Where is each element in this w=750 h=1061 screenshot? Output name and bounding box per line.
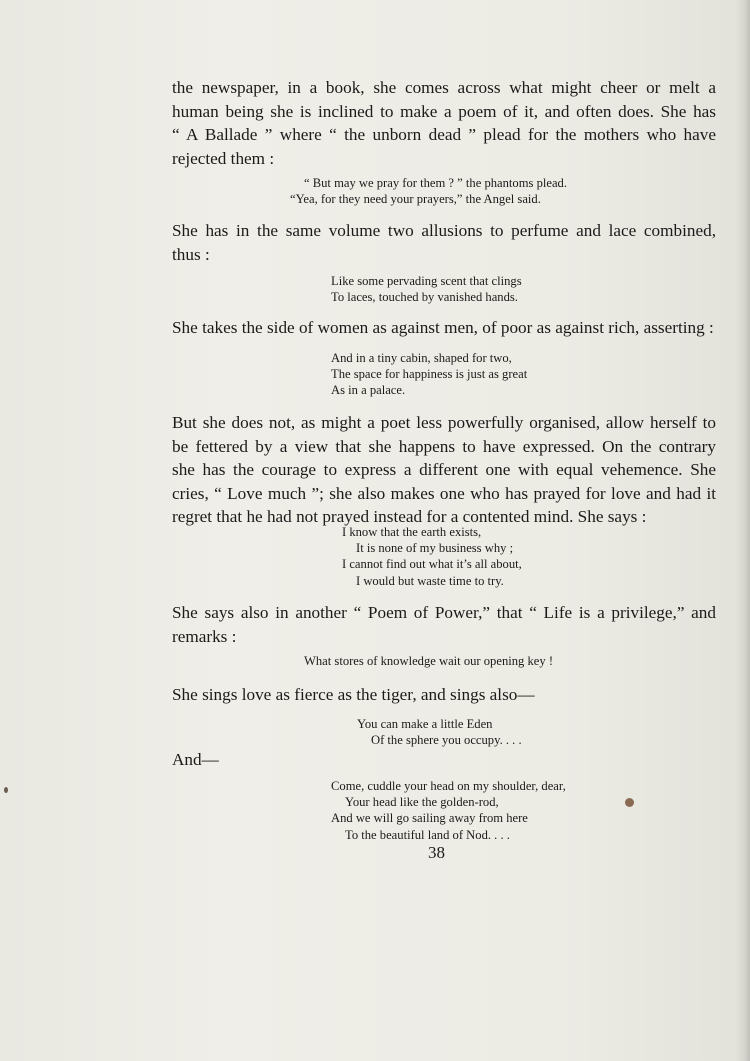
verse-line: It is none of my business why ;	[356, 541, 514, 556]
paragraph-5	[172, 601, 716, 648]
verse-line: I cannot find out what it’s all about,	[342, 557, 522, 572]
paragraph-line: But she does not, as might a poet less powerfully organised, allow herself to	[172, 413, 716, 432]
ink-spot	[4, 787, 8, 793]
paragraph-line: she has the courage to express a different one with equal vehemence. She	[172, 460, 716, 479]
paragraph-line: She sings love as fierce as the tiger, and sings also—	[172, 685, 535, 704]
paragraph-line: thus :	[172, 244, 210, 264]
page-number: 38	[428, 843, 445, 862]
verse-line: You can make a little Eden	[357, 717, 493, 731]
paragraph-7	[172, 748, 716, 772]
paragraph-line: remarks :	[172, 626, 237, 646]
paragraph-line: She has in the same volume two allusions to perfume and lace combined,	[172, 221, 716, 240]
verse-line: To the beautiful land of Nod. . . .	[345, 827, 510, 842]
paragraph-line: cries, “ Love much ”; she also makes one who has prayed for love and had it	[172, 483, 716, 503]
verse-quote-6	[357, 716, 522, 748]
paragraph-line: And—	[172, 750, 219, 769]
verse-line: “Yea, for they need your prayers,” the Angel said.	[290, 192, 541, 207]
paragraph-6	[172, 683, 716, 707]
verse-line: I know that the earth exists,	[342, 525, 482, 539]
verse-line: What stores of knowledge wait our opening key !	[304, 654, 554, 668]
verse-quote-5	[304, 653, 553, 669]
paragraph-line: the newspaper, in a book, she comes across what might cheer or melt a	[172, 78, 716, 97]
verse-line: “ But may we pray for them ? ” the phantoms plead.	[304, 176, 567, 190]
verse-quote-4	[342, 524, 522, 589]
paragraph-line: “ A Ballade ” where “ the unborn dead ” plead for the mothers who have	[172, 125, 716, 144]
paragraph-line: She takes the side of women as against men, of poor as against rich, asserting :	[172, 318, 714, 337]
paragraph-3	[172, 316, 716, 340]
verse-line: Like some pervading scent that clings	[331, 274, 522, 288]
paragraph-line: be fettered by a view that she happens to have expressed. On the contrary	[172, 436, 716, 456]
paragraph-4	[172, 411, 716, 529]
paragraph-1	[172, 76, 716, 170]
paragraph-line: rejected them :	[172, 148, 275, 168]
verse-line: I would but waste time to try.	[356, 573, 504, 588]
paragraph-line: She says also in another “ Poem of Power,” that “ Life is a privilege,” and	[172, 603, 716, 622]
verse-quote-2	[331, 273, 522, 305]
verse-line: Come, cuddle your head on my shoulder, dear,	[331, 779, 566, 793]
paragraph-line: human being she is inclined to make a poem of it, and often does. She has	[172, 101, 716, 121]
verse-line: The space for happiness is just as great	[331, 367, 528, 382]
verse-quote-7	[331, 778, 566, 843]
verse-line: As in a palace.	[331, 383, 406, 398]
verse-quote-1	[290, 175, 567, 207]
paragraph-line: regret that he had not prayed instead for a contented mind. She says :	[172, 507, 647, 526]
verse-line: To laces, touched by vanished hands.	[331, 290, 518, 305]
verse-line: And in a tiny cabin, shaped for two,	[331, 351, 512, 365]
page-edge-shadow	[736, 0, 750, 1061]
verse-line: Your head like the golden-rod,	[345, 795, 499, 810]
verse-line: Of the sphere you occupy. . . .	[371, 733, 522, 748]
verse-quote-3	[331, 350, 527, 399]
ink-spot	[625, 798, 634, 807]
verse-line: And we will go sailing away from here	[331, 811, 528, 826]
paragraph-2	[172, 219, 716, 266]
